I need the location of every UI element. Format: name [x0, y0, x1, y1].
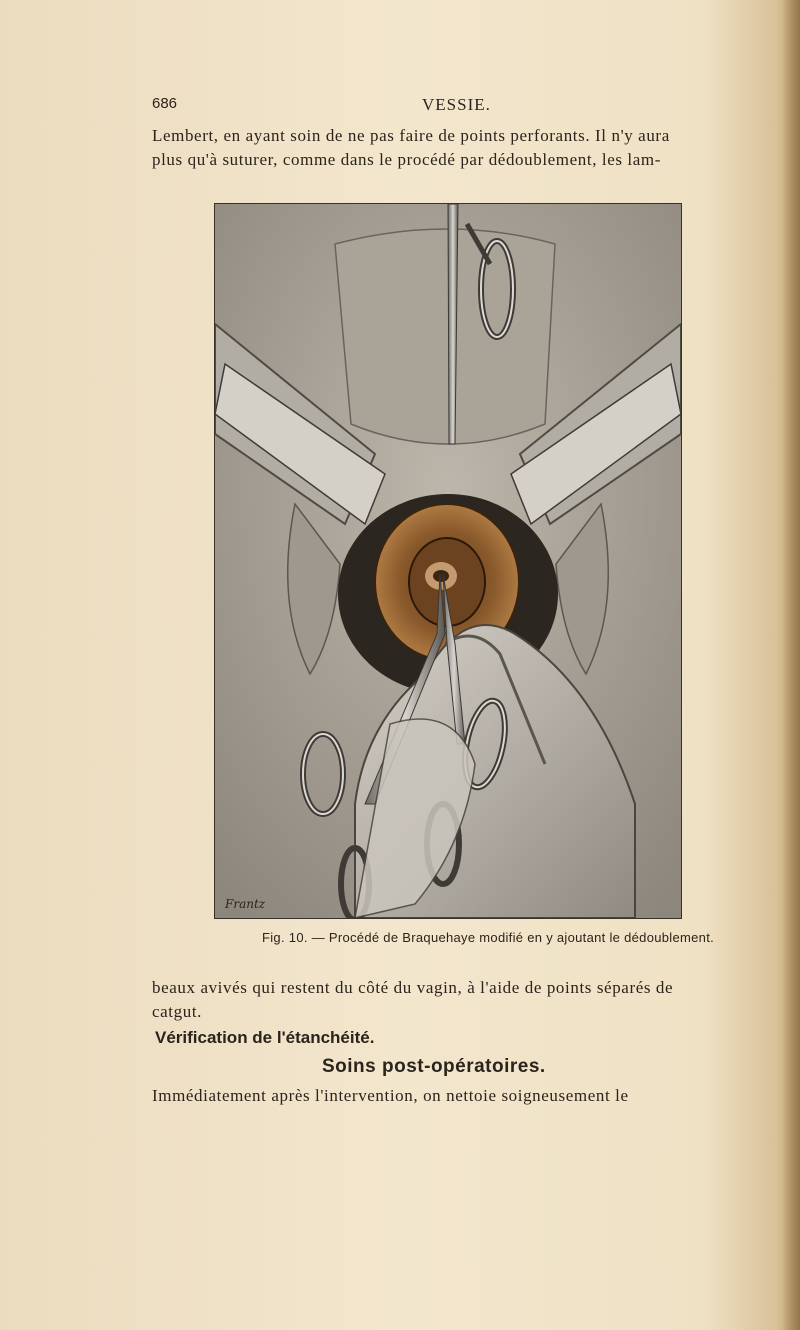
paragraph-2 — [152, 976, 774, 1024]
page-edge-shadow — [782, 0, 800, 1330]
paragraph-3-line-1: Immédiatement après l'intervention, on nettoie soigneusement le — [152, 1086, 629, 1105]
section-heading-post-op: Soins post-opératoires. — [322, 1056, 546, 1077]
paragraph-1-line-2: plus qu'à suturer, comme dans le procédé par dédoublement, les lam- — [152, 150, 661, 169]
surgical-illustration — [214, 203, 682, 919]
paragraph-3 — [152, 1084, 774, 1108]
running-title: VESSIE. — [422, 95, 491, 114]
figure-caption: Fig. 10. — Procédé de Braquehaye modifié en y ajoutant le dédoublement. — [262, 930, 715, 945]
paragraph-2-line-1: beaux avivés qui restent du côté du vagin, à l'aide de points séparés de — [152, 978, 674, 997]
page-number: 686 — [152, 95, 178, 112]
paragraph-1-line-1: Lembert, en ayant soin de ne pas faire de points perforants. Il n'y aura — [152, 126, 670, 145]
paragraph-2-line-2: catgut. — [152, 1002, 202, 1021]
paragraph-1 — [152, 124, 774, 172]
section-heading-verification: Vérification de l'étanchéité. — [155, 1028, 375, 1047]
artist-signature: Frantz — [225, 897, 266, 911]
page-header — [152, 95, 672, 119]
